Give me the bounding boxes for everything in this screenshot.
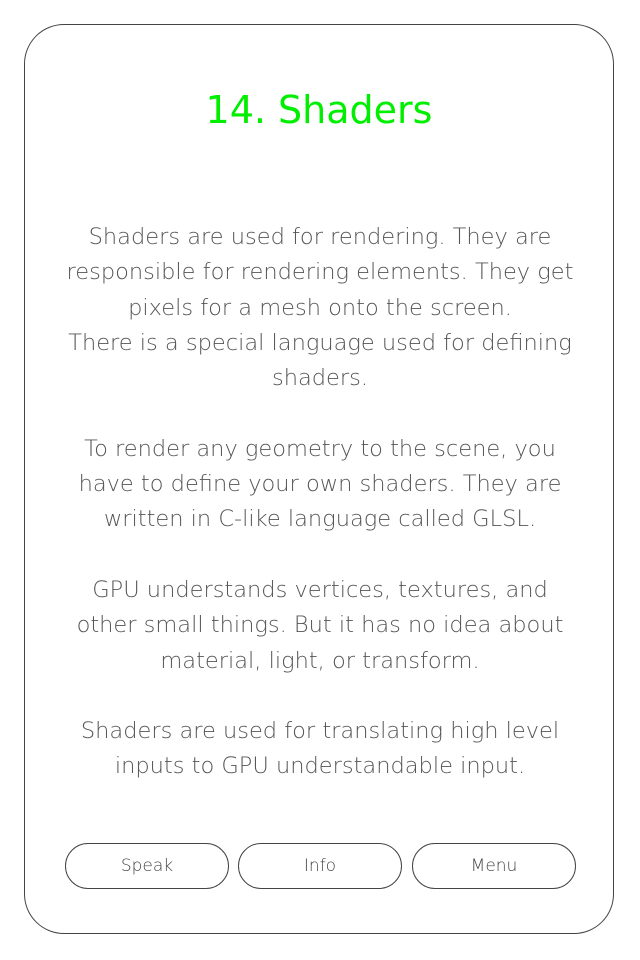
paragraph-gpu xyxy=(51,573,589,679)
paragraph-translation xyxy=(51,714,589,785)
lesson-body xyxy=(51,220,589,785)
lesson-card xyxy=(24,24,614,934)
paragraph-rendering xyxy=(51,220,589,396)
text-line: shaders. xyxy=(271,365,369,392)
text-line: GPU understands vertices, textures, and xyxy=(92,576,548,603)
info-button[interactable]: Info xyxy=(238,843,402,889)
text-line: written in C-like language called GLSL. xyxy=(103,506,537,533)
text-line: Shaders are used for rendering. They are xyxy=(88,224,552,250)
text-line: Shaders are used for translating high level xyxy=(80,718,560,745)
text-line: responsible for rendering elements. They get xyxy=(66,259,574,286)
speak-button[interactable]: Speak xyxy=(65,843,229,889)
text-line: other small things. But it has no idea about xyxy=(76,612,564,639)
text-line: pixels for a mesh onto the screen. xyxy=(128,294,512,321)
text-line: To render any geometry to the scene, you xyxy=(84,435,556,462)
paragraph-glsl xyxy=(51,432,589,538)
page-title: 14. Shaders xyxy=(205,88,433,132)
menu-button[interactable]: Menu xyxy=(412,843,576,889)
text-line: material, light, or transform. xyxy=(160,647,480,674)
text-line: inputs to GPU understandable input. xyxy=(114,753,526,780)
text-line: There is a special language used for defining xyxy=(68,329,572,356)
text-line: have to define your own shaders. They are xyxy=(78,471,562,498)
